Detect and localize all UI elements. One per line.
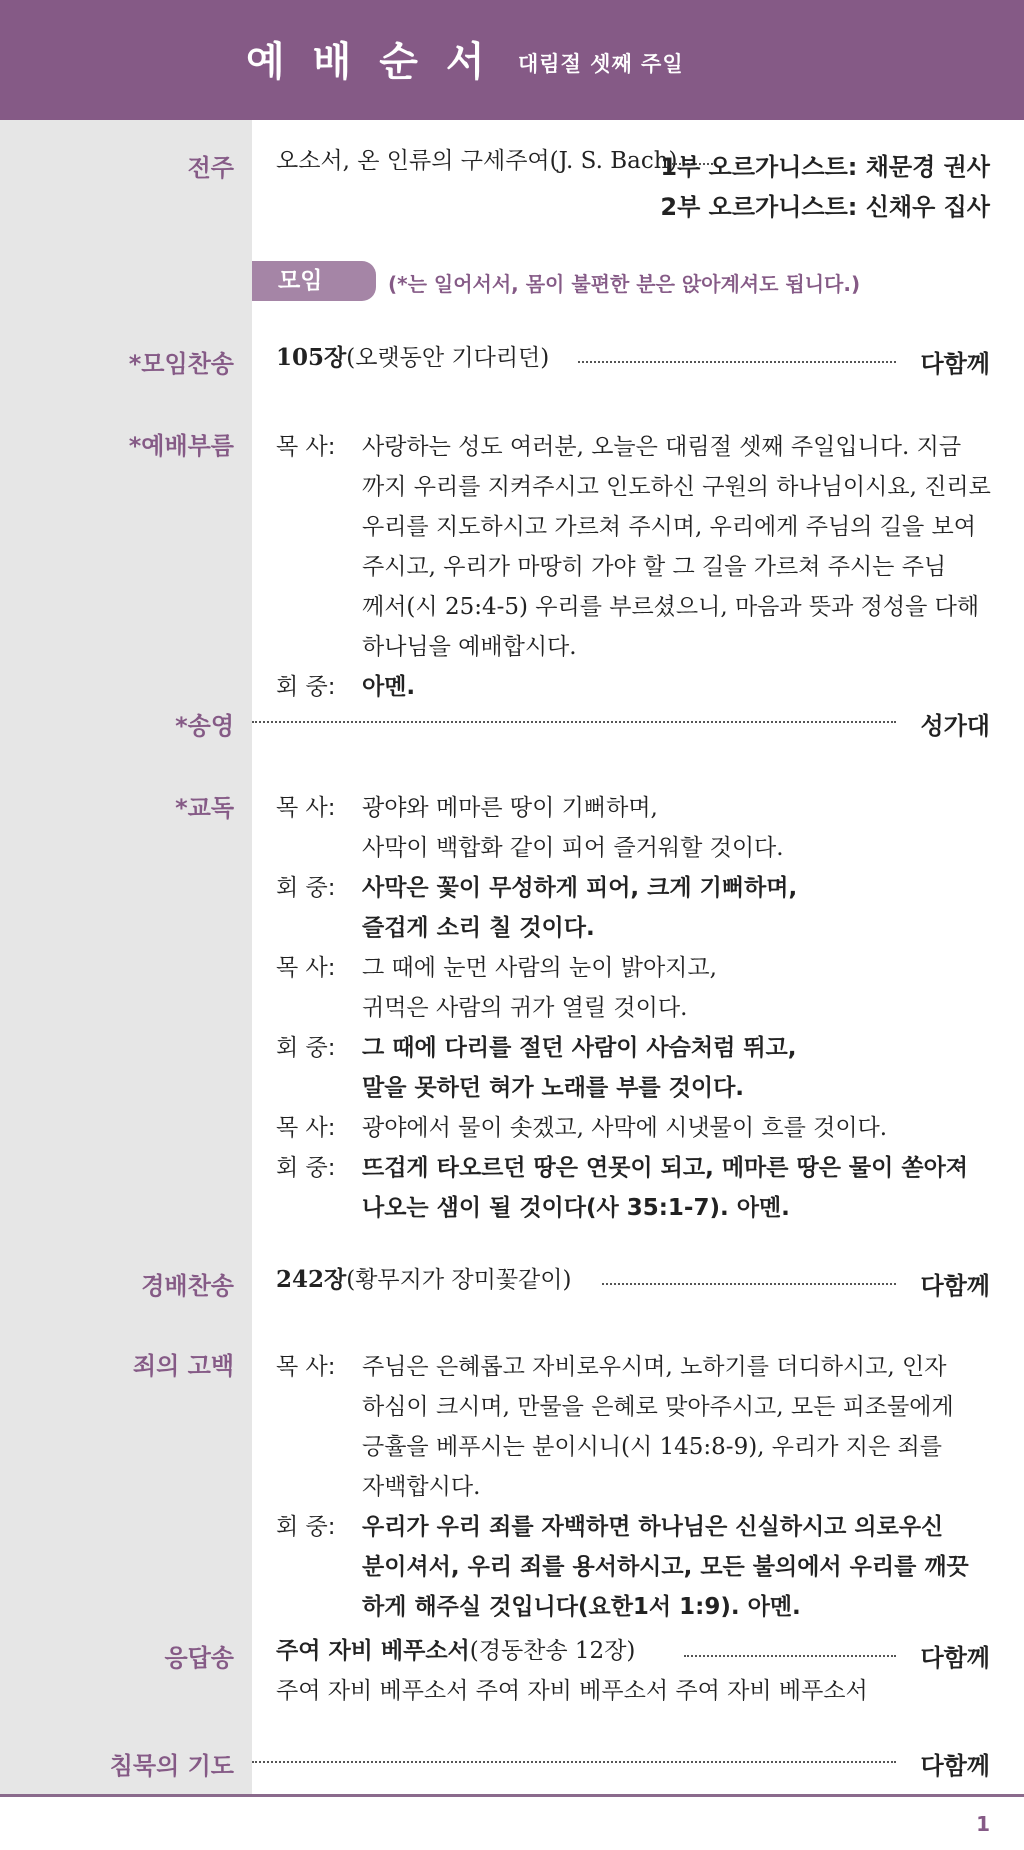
label-response-song: 응답송 <box>164 1644 234 1672</box>
dot-leader <box>684 1655 896 1657</box>
text-line: 광야에서 물이 솟겠고, 사막에 시냇물이 흐를 것이다. <box>362 1115 888 1141</box>
footer-rule <box>0 1794 1024 1797</box>
text-line: 귀먹은 사람의 귀가 열릴 것이다. <box>362 995 688 1021</box>
text-line: 까지 우리를 지켜주시고 인도하신 구원의 하나님이시요, 진리로 <box>362 474 991 500</box>
text-line: 하심이 크시며, 만물을 은혜로 맞아주시고, 모든 피조물에게 <box>362 1394 954 1420</box>
header-banner <box>0 0 1024 120</box>
speaker-pastor: 목 사: <box>276 1354 336 1380</box>
text-line: 께서(시 25:4-5) 우리를 부르셨으니, 마음과 뜻과 정성을 다해 <box>362 594 980 620</box>
hymn-title: (오랫동안 기다리던) <box>346 345 550 371</box>
hymn-number: 105장 <box>276 344 347 371</box>
text-line: 사랑하는 성도 여러분, 오늘은 대림절 셋째 주일입니다. 지금 <box>362 434 962 460</box>
speaker-congregation: 회 중: <box>276 875 336 901</box>
text-line: 뜨겁게 타오르던 땅은 연못이 되고, 메마른 땅은 물이 쏟아져 <box>362 1155 969 1181</box>
hymn-number: 242장 <box>276 1266 347 1293</box>
label-prelude: 전주 <box>187 154 234 182</box>
text-line: 말을 못하던 혀가 노래를 부를 것이다. <box>362 1075 745 1101</box>
speaker-pastor: 목 사: <box>276 434 336 460</box>
text-line: 하게 해주실 것입니다(요한1서 1:9). 아멘. <box>362 1594 801 1620</box>
organist-second: 2부 오르가니스트: 신채우 집사 <box>660 193 990 221</box>
dot-leader <box>252 721 896 723</box>
page-title: 예배순서 <box>246 39 513 85</box>
section-pill-gathering: 모임 <box>252 261 376 301</box>
text-line: 그 때에 다리를 절던 사람이 사슴처럼 뛰고, <box>362 1035 797 1061</box>
speaker-pastor: 목 사: <box>276 1115 336 1141</box>
gathering-hymn <box>276 346 549 370</box>
speaker-congregation: 회 중: <box>276 1514 336 1540</box>
text-line: 하나님을 예배합시다. <box>362 634 577 660</box>
text-line: 주님은 은혜롭고 자비로우시며, 노하기를 더디하시고, 인자 <box>362 1354 947 1380</box>
label-gathering-hymn: *모임찬송 <box>128 350 234 378</box>
performer: 다함께 <box>920 1272 990 1300</box>
prelude-piece: 오소서, 온 인류의 구세주여(J. S. Bach) <box>276 148 678 174</box>
performer: 성가대 <box>920 712 990 740</box>
text-line: 우리가 우리 죄를 자백하면 하나님은 신실하시고 의로우신 <box>362 1514 944 1540</box>
speaker-congregation: 회 중: <box>276 1035 336 1061</box>
dot-leader <box>578 361 896 363</box>
speaker-congregation: 회 중: <box>276 1155 336 1181</box>
speaker-pastor: 목 사: <box>276 795 336 821</box>
song-lyrics: 주여 자비 베푸소서 주여 자비 베푸소서 주여 자비 베푸소서 <box>276 1678 868 1704</box>
label-confession: 죄의 고백 <box>132 1352 234 1380</box>
text-line: 광야와 메마른 땅이 기뻐하며, <box>362 795 658 821</box>
label-hymn-of-praise: 경배찬송 <box>141 1272 234 1300</box>
text-line: 분이셔서, 우리 죄를 용서하시고, 모든 불의에서 우리를 깨끗 <box>362 1554 969 1580</box>
performer: 다함께 <box>920 1644 990 1672</box>
page-number: 1 <box>976 1812 990 1836</box>
text-line: 사막이 백합화 같이 피어 즐거워할 것이다. <box>362 835 784 861</box>
organist-first: 1부 오르가니스트: 채문경 권사 <box>660 153 990 181</box>
response-song <box>276 1640 635 1663</box>
speaker-pastor: 목 사: <box>276 955 336 981</box>
performer: 다함께 <box>920 350 990 378</box>
label-call-to-worship: *예배부름 <box>128 432 234 460</box>
text-line: 주시고, 우리가 마땅히 가야 할 그 길을 가르쳐 주시는 주님 <box>362 554 947 580</box>
text-line: 사막은 꽃이 무성하게 피어, 크게 기뻐하며, <box>362 875 798 901</box>
text-line: 긍휼을 베푸시는 분이시니(시 145:8-9), 우리가 지은 죄를 <box>362 1434 942 1460</box>
response-text: 아멘. <box>362 674 416 700</box>
dot-leader <box>252 1761 896 1763</box>
song-source: (경동찬송 12장) <box>469 1638 636 1664</box>
text-line: 즐겁게 소리 칠 것이다. <box>362 915 595 941</box>
song-title: 주여 자비 베푸소서 <box>276 1638 470 1664</box>
text-line: 우리를 지도하시고 가르쳐 주시며, 우리에게 주님의 길을 보여 <box>362 514 976 540</box>
label-responsive-reading: *교독 <box>175 794 234 822</box>
speaker-congregation: 회 중: <box>276 674 336 700</box>
text-line: 그 때에 눈먼 사람의 눈이 밝아지고, <box>362 955 717 981</box>
performer: 다함께 <box>920 1752 990 1780</box>
text-line: 자백합시다. <box>362 1474 481 1500</box>
page-subtitle: 대림절 셋째 주일 <box>518 52 684 76</box>
standing-note: (*는 일어서서, 몸이 불편한 분은 앉아계셔도 됩니다.) <box>388 272 861 296</box>
hymn-title: (황무지가 장미꽃같이) <box>346 1267 572 1293</box>
text-line: 나오는 샘이 될 것이다(사 35:1-7). 아멘. <box>362 1195 790 1221</box>
label-silent-prayer: 침묵의 기도 <box>109 1752 234 1780</box>
dot-leader <box>602 1283 896 1285</box>
praise-hymn <box>276 1268 571 1292</box>
label-anthem: *송영 <box>175 712 234 740</box>
